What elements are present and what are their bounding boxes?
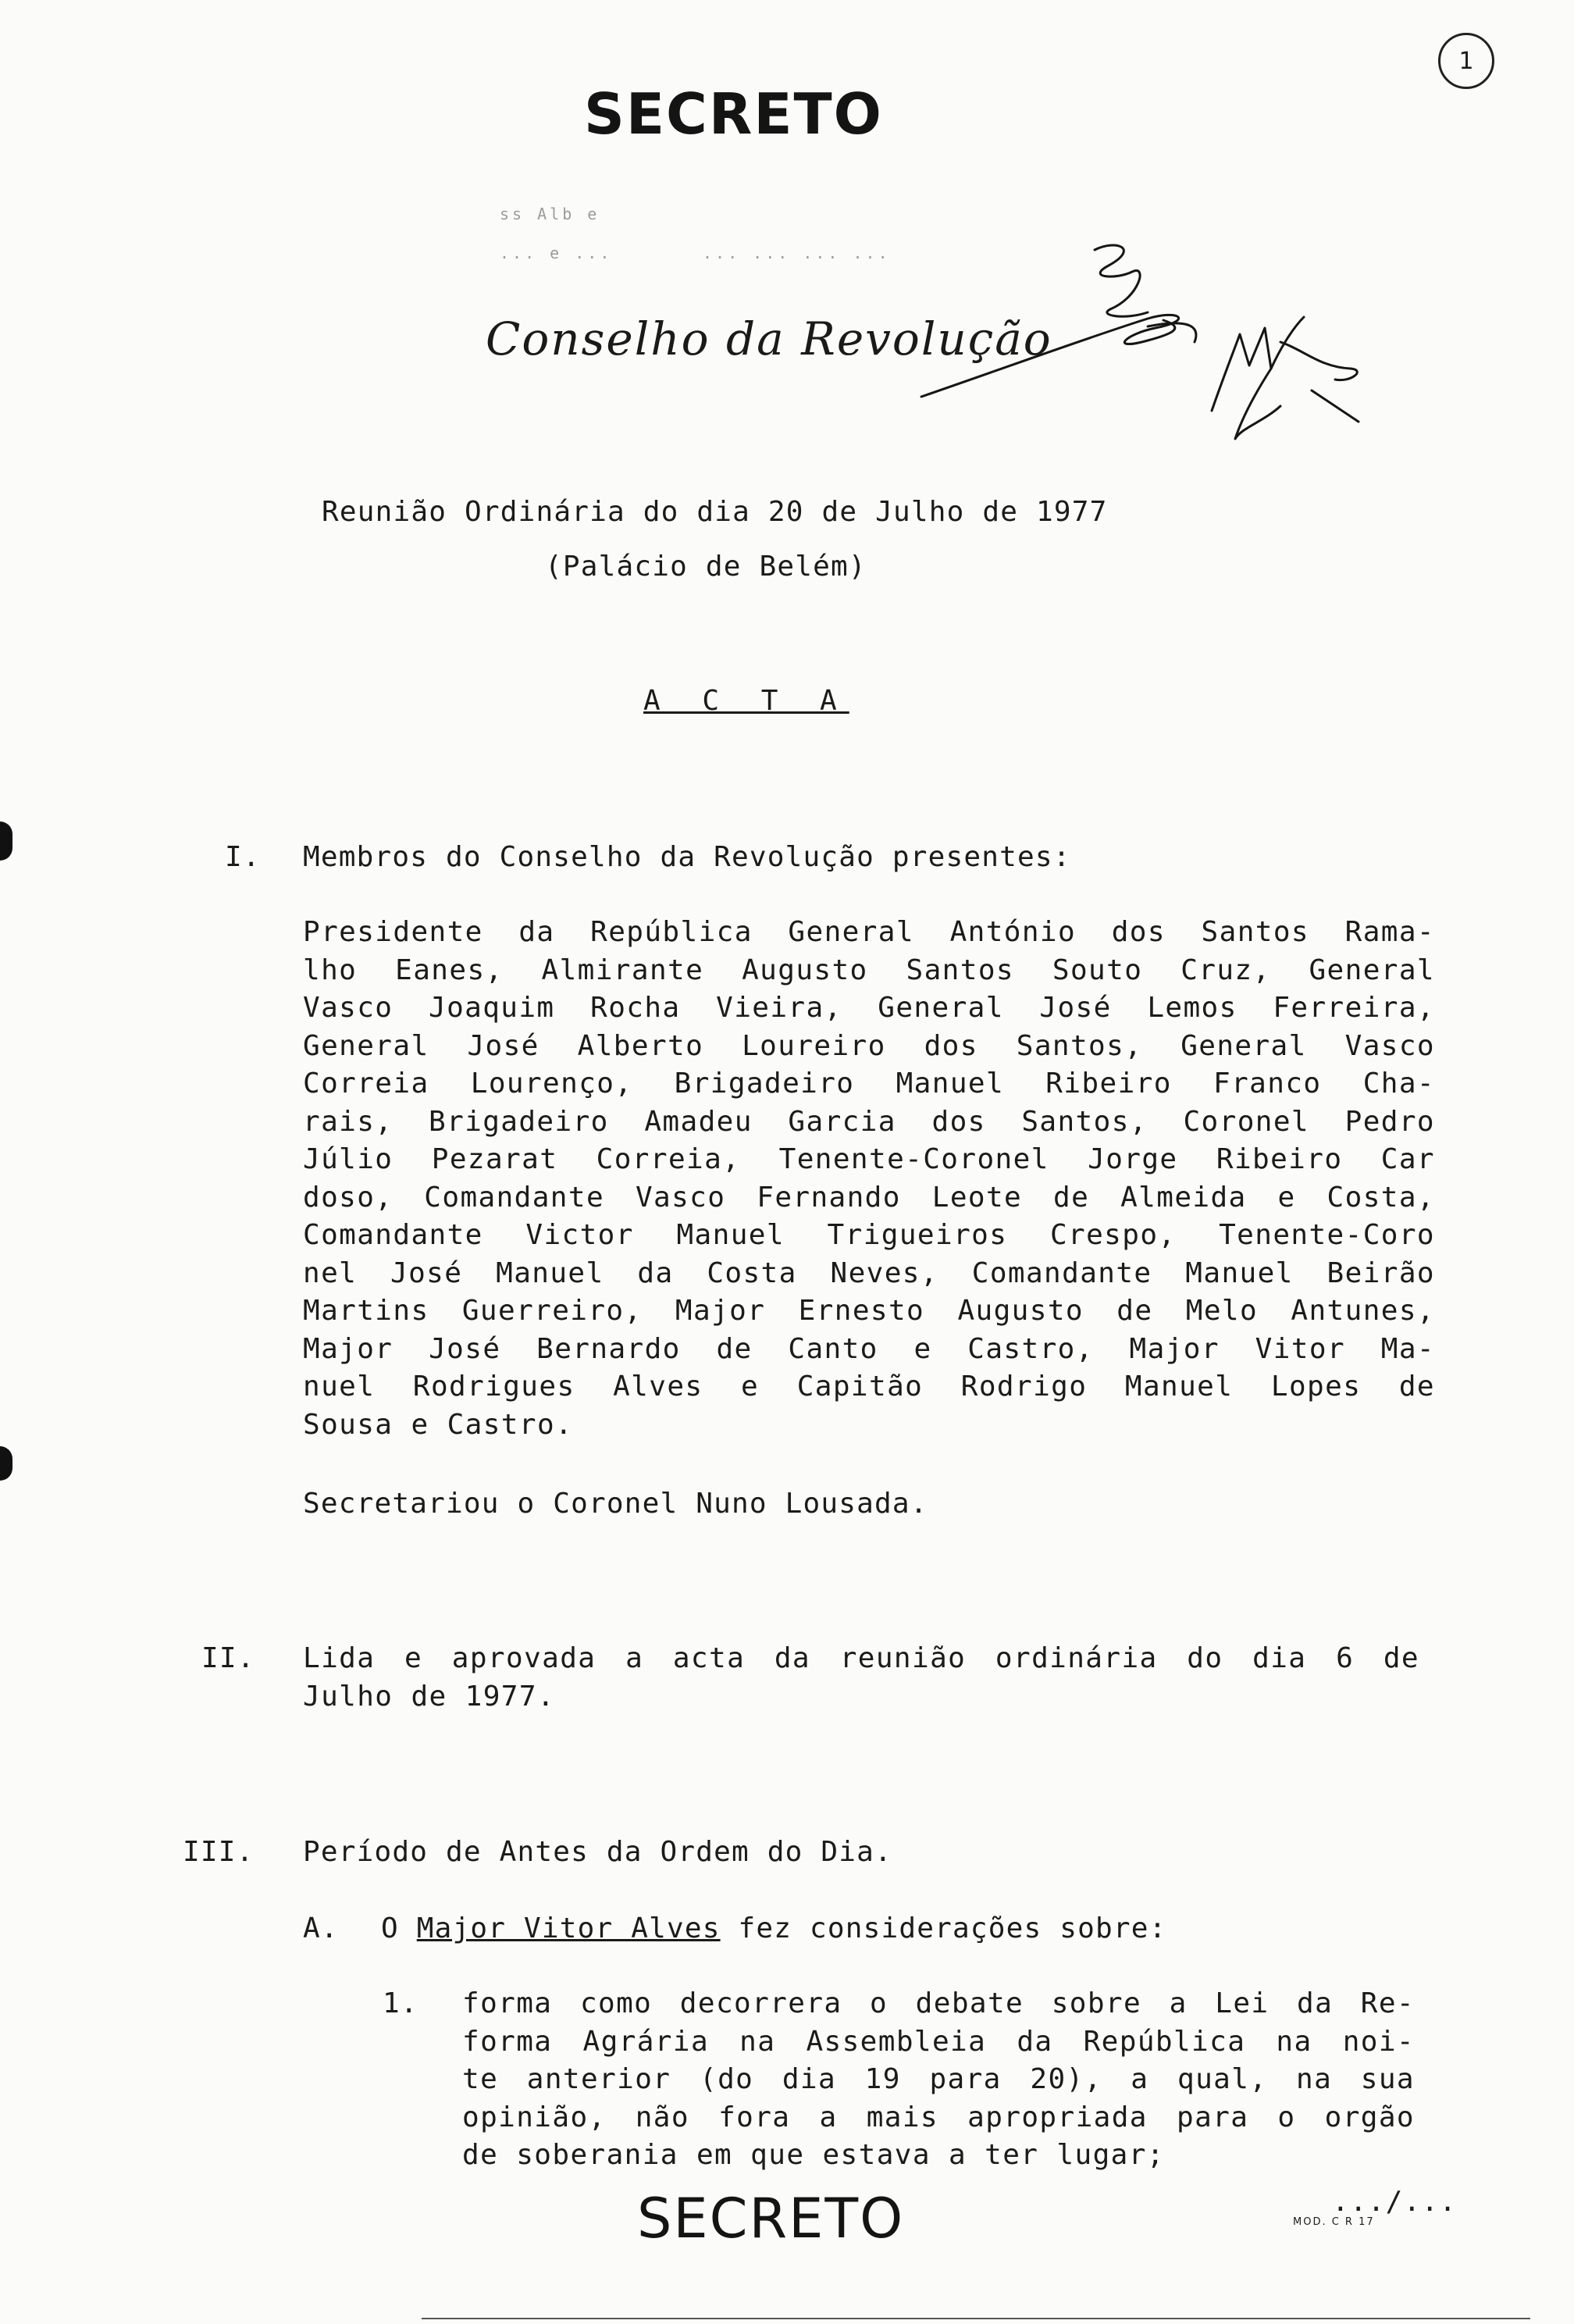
form-code: MOD. C R 17 — [1293, 2216, 1375, 2228]
item-1-line: forma Agrária na Assembleia da República na noi- — [462, 2025, 1415, 2058]
item-1-line: forma como decorrera o debate sobre a Lei da Re- — [462, 1987, 1415, 2019]
letterhead-faint-3: ... ... ... ... — [703, 244, 891, 262]
members-line: Comandante Victor Manuel Trigueiros Crespo, Tenente-Coro — [303, 1219, 1435, 1251]
section-3-title: Período de Antes da Ordem do Dia. — [303, 1836, 892, 1868]
members-line: rais, Brigadeiro Amadeu Garcia dos Santos, Coronel Pedro — [303, 1105, 1435, 1138]
members-line: Martins Guerreiro, Major Ernesto Augusto de Melo Antunes, — [303, 1295, 1435, 1327]
classification-stamp-bottom: SECRETO — [637, 2187, 905, 2251]
section-2-line: Julho de 1977. — [303, 1680, 556, 1713]
letterhead-faint-2: ... e ... — [500, 244, 613, 262]
subsection-a-name: Major Vitor Alves — [416, 1912, 721, 1944]
members-line: lho Eanes, Almirante Augusto Santos Souto Cruz, General — [303, 953, 1435, 986]
members-line: General José Alberto Loureiro dos Santos, General Vasco — [303, 1029, 1435, 1062]
subsection-a-suffix: fez considerações sobre: — [720, 1912, 1167, 1944]
section-2-numeral: II. — [201, 1642, 255, 1674]
members-line: Presidente da República General António dos Santos Rama- — [303, 916, 1435, 948]
signature-marks — [913, 234, 1398, 453]
punch-hole-mark — [0, 1446, 12, 1481]
members-line: nel José Manuel da Costa Neves, Comandante Manuel Beirão — [303, 1256, 1435, 1289]
page-number — [1438, 33, 1494, 89]
members-line: Major José Bernardo de Canto e Castro, Major Vitor Ma- — [303, 1332, 1435, 1365]
institution-name: Conselho da Revolução — [486, 312, 1052, 365]
members-line: Júlio Pezarat Correia, Tenente-Coronel Jorge Ribeiro Car — [303, 1143, 1435, 1175]
meeting-location: (Palácio de Belém) — [545, 551, 867, 583]
item-1-line: te anterior (do dia 19 para 20), a qual, na sua — [462, 2063, 1415, 2095]
members-line: Sousa e Castro. — [303, 1408, 574, 1441]
item-1-line: de soberania em que estava a ter lugar; — [462, 2139, 1165, 2171]
punch-hole-mark — [0, 822, 12, 861]
document-heading: A C T A — [643, 685, 849, 717]
letterhead-faint-1: ss Alb e — [500, 205, 600, 223]
section-1-secretary: Secretariou o Coronel Nuno Lousada. — [303, 1488, 928, 1520]
section-3-numeral: III. — [183, 1836, 255, 1868]
members-line: Vasco Joaquim Rocha Vieira, General José Lemos Ferreira, — [303, 992, 1435, 1024]
subsection-a-text — [381, 1910, 1166, 1948]
members-line: nuel Rodrigues Alves e Capitão Rodrigo Manuel Lopes de — [303, 1371, 1435, 1403]
members-line: doso, Comandante Vasco Fernando Leote de Almeida e Costa, — [303, 1181, 1435, 1214]
section-2-text — [303, 1640, 1419, 1716]
section-2-line: Lida e aprovada a acta da reunião ordinária do dia 6 de — [303, 1642, 1419, 1674]
section-1-members — [303, 914, 1435, 1444]
item-1-number: 1. — [383, 1987, 418, 2019]
scan-edge-line — [422, 2318, 1530, 2319]
continuation-mark: .../... — [1332, 2186, 1458, 2218]
subsection-a-letter: A. — [303, 1912, 339, 1944]
page-number-text: 1 — [1458, 47, 1474, 75]
subsection-a-prefix: O — [381, 1912, 417, 1944]
members-line: Correia Lourenço, Brigadeiro Manuel Ribeiro Franco Cha- — [303, 1068, 1435, 1100]
section-1-numeral: I. — [225, 841, 261, 873]
section-1-title: Membros do Conselho da Revolução presentes: — [303, 841, 1071, 873]
item-1-text — [462, 1985, 1415, 2175]
meeting-title: Reunião Ordinária do dia 20 de Julho de 1977 — [322, 496, 1108, 528]
item-1-line: opinião, não fora a mais apropriada para o orgão — [462, 2101, 1415, 2133]
classification-stamp-top: SECRETO — [584, 81, 883, 147]
